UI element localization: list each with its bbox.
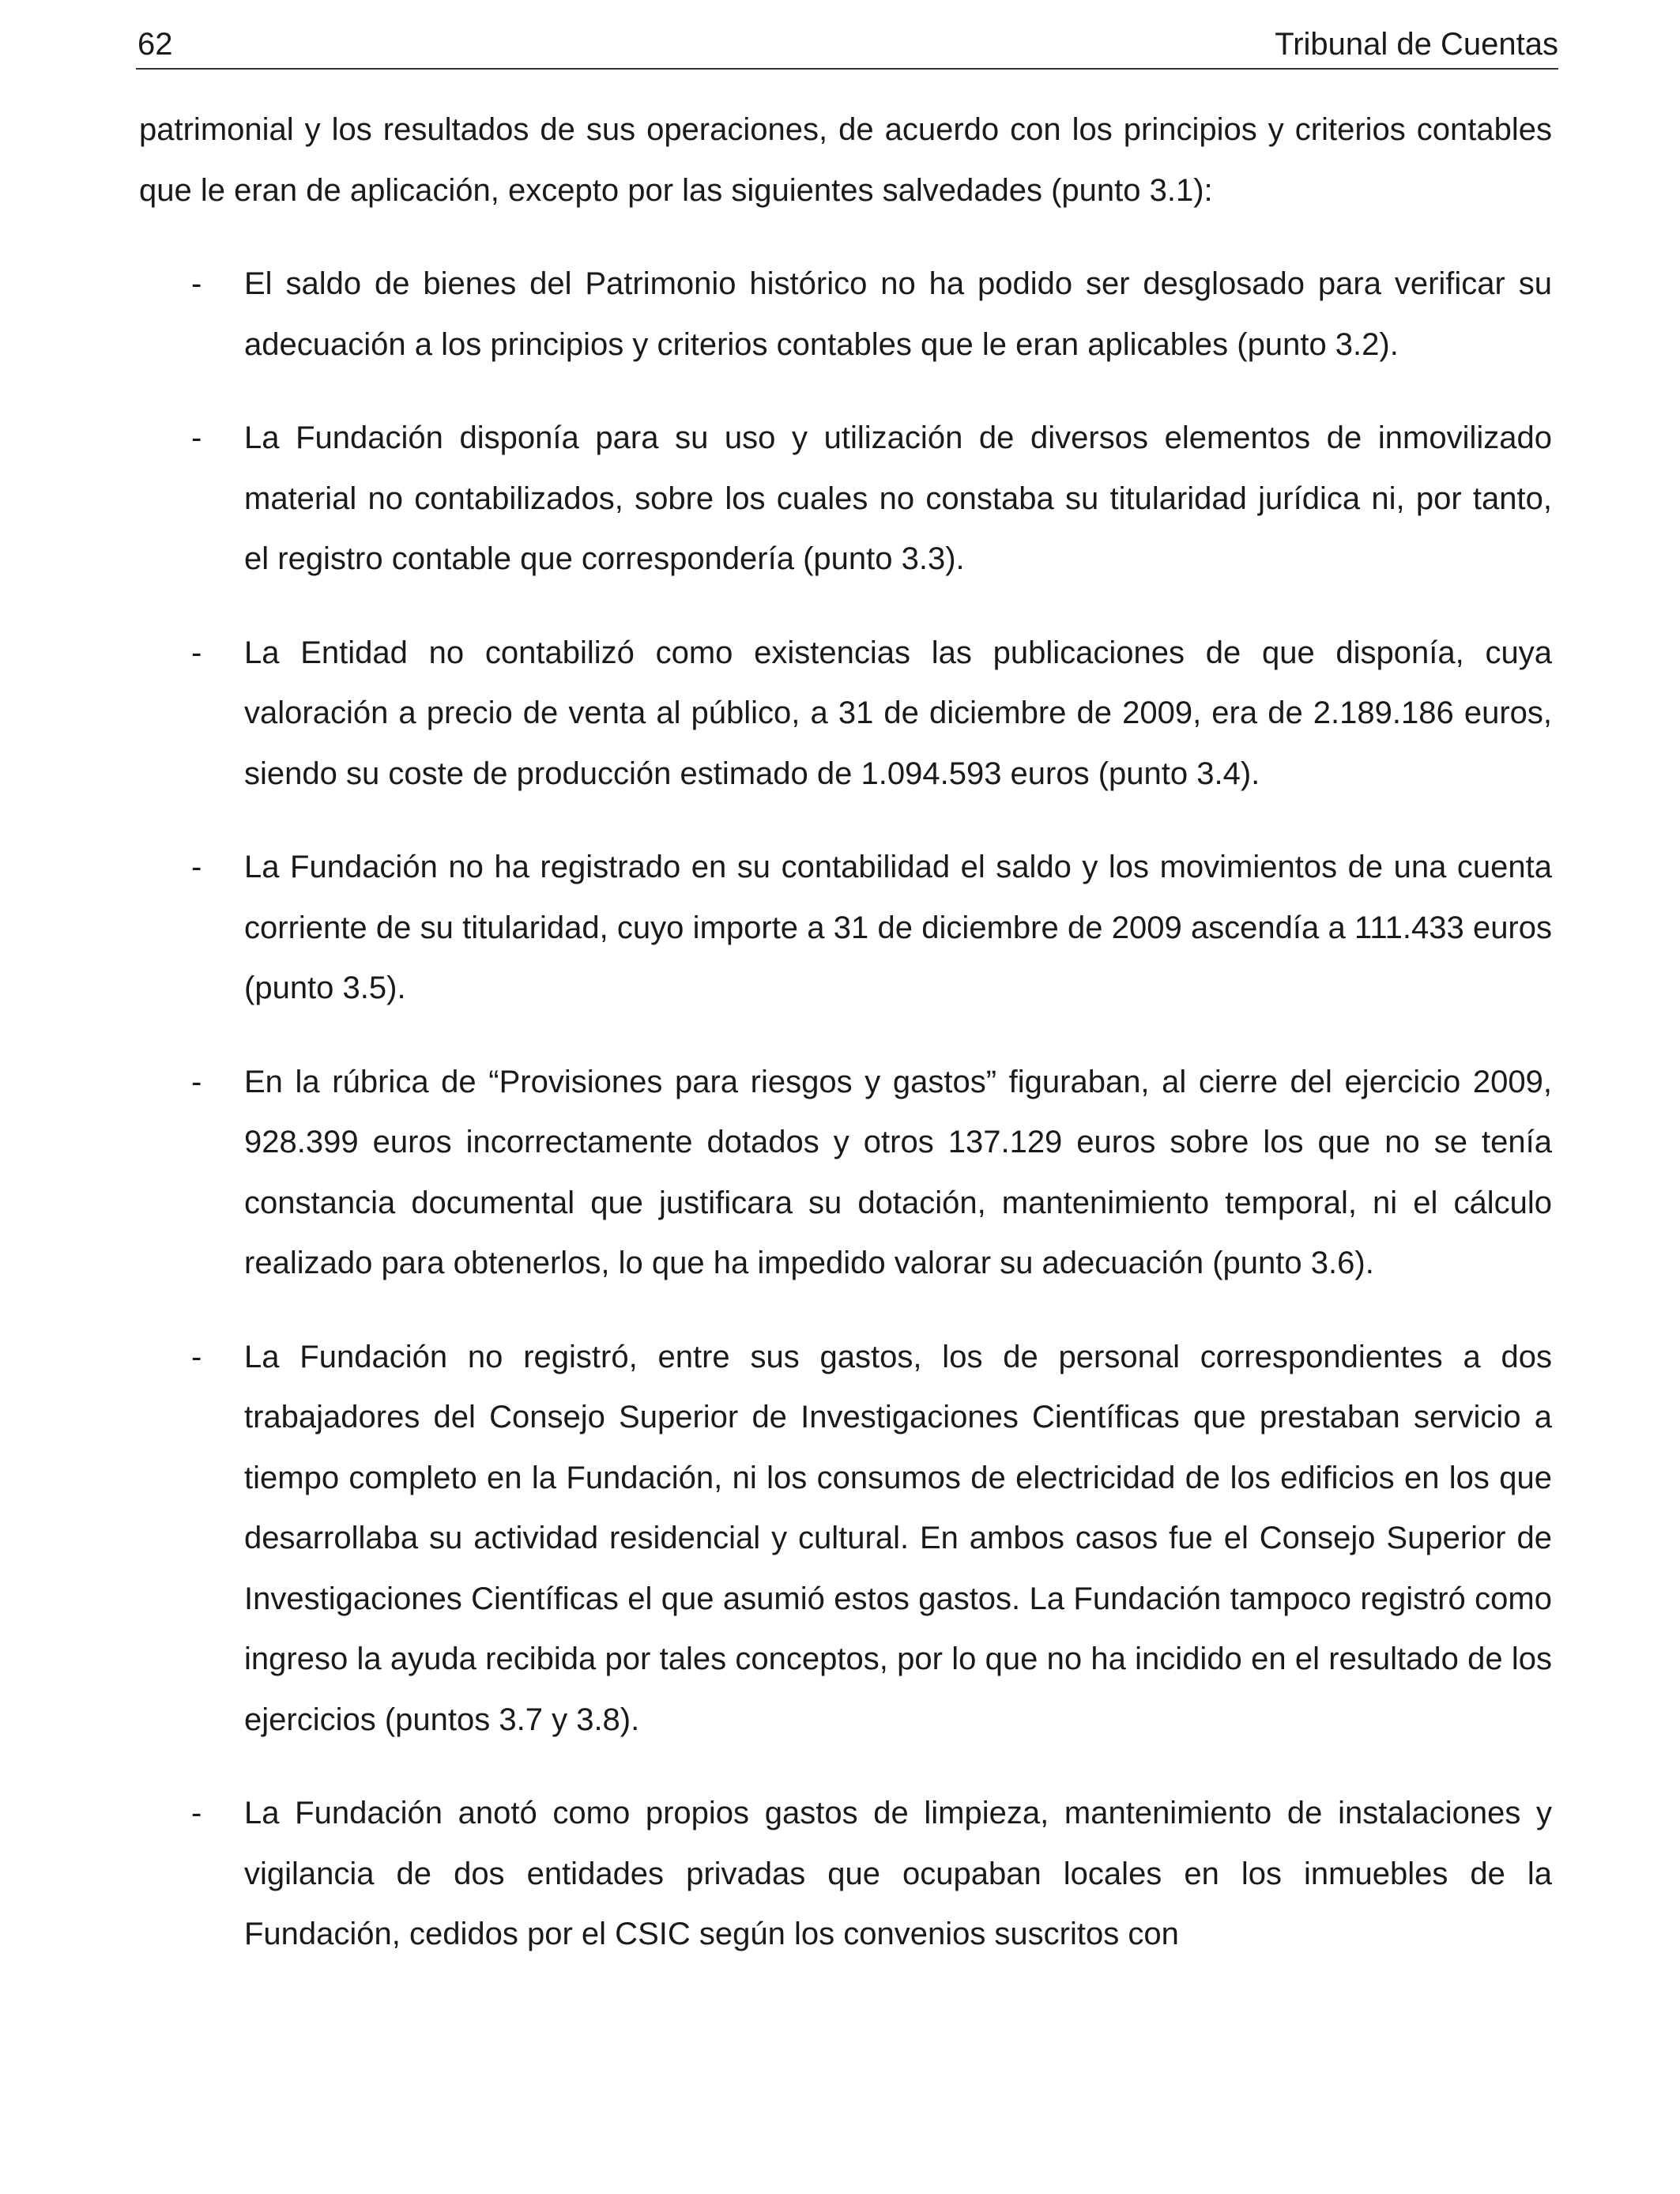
- intro-paragraph: patrimonial y los resultados de sus operaciones, de acuerdo con los principios y criterios contables que le eran de aplicación, excepto por las siguientes salvedades (punto 3.1):: [139, 112, 1552, 208]
- list-item-text: El saldo de bienes del Patrimonio histórico no ha podido ser desglosado para verificar su adecuación a los principios y criterios contables que le eran aplicables (punto 3.2).: [244, 266, 1552, 362]
- list-item: [139, 1052, 1552, 1294]
- list-item-text: La Fundación no ha registrado en su contabilidad el saldo y los movimientos de una cuenta corriente de su titularidad, cuyo importe a 31 de diciembre de 2009 ascendía a 111.433 euros (punto 3.5).: [244, 850, 1552, 1005]
- dash-marker: -: [191, 420, 202, 455]
- dash-marker: -: [191, 1796, 202, 1830]
- list-item: [139, 408, 1552, 590]
- dash-marker: -: [191, 266, 202, 301]
- dash-marker: -: [191, 1339, 202, 1374]
- list-item: [139, 1327, 1552, 1751]
- list-item-text: La Fundación no registró, entre sus gastos, los de personal correspondientes a dos trabajadores del Consejo Superior de Investigaciones Científicas que prestaban servicio a tiempo completo en la Fundación, ni los consumos de electricidad de los edificios en los que desarrollaba su actividad residencial y cultural. En ambos casos fue el Consejo Superior de Investigaciones Científicas el que asumió estos gastos. La Fundación tampoco registró como ingreso la ayuda recibida por tales conceptos, por lo que no ha incidido en el resultado de los ejercicios (puntos 3.7 y 3.8).: [244, 1339, 1552, 1737]
- qualifications-list: [139, 254, 1552, 1965]
- list-item: [139, 1783, 1552, 1965]
- list-item-text: La Entidad no contabilizó como existencias las publicaciones de que disponía, cuya valoración a precio de venta al público, a 31 de diciembre de 2009, era de 2.189.186 euros, siendo su coste de producción estimado de 1.094.593 euros (punto 3.4).: [244, 635, 1552, 791]
- list-item: [139, 254, 1552, 375]
- dash-marker: -: [191, 1064, 202, 1099]
- list-item-text: La Fundación anotó como propios gastos de limpieza, mantenimiento de instalaciones y vigilancia de dos entidades privadas que ocupaban locales en los inmuebles de la Fundación, cedidos por el CSIC según los convenios suscritos con: [244, 1796, 1552, 1951]
- dash-marker: -: [191, 635, 202, 670]
- list-item-text: En la rúbrica de “Provisiones para riesgos y gastos” figuraban, al cierre del ejercicio 2009, 928.399 euros incorrectamente dotados y otros 137.129 euros sobre los que no se tenía constancia documental que justificara su dotación, mantenimiento temporal, ni el cálculo realizado para obtenerlos, lo que ha impedido valorar su adecuación (punto 3.6).: [244, 1064, 1552, 1280]
- running-title: Tribunal de Cuentas: [1275, 27, 1558, 62]
- page-header: [136, 22, 1558, 70]
- dash-marker: -: [191, 850, 202, 884]
- document-body: [139, 100, 1552, 1998]
- page-number: 62: [137, 27, 173, 62]
- list-item: [139, 623, 1552, 805]
- list-item-text: La Fundación disponía para su uso y utilización de diversos elementos de inmovilizado material no contabilizados, sobre los cuales no constaba su titularidad jurídica ni, por tanto, el registro contable que correspondería (punto 3.3).: [244, 420, 1552, 576]
- list-item: [139, 837, 1552, 1019]
